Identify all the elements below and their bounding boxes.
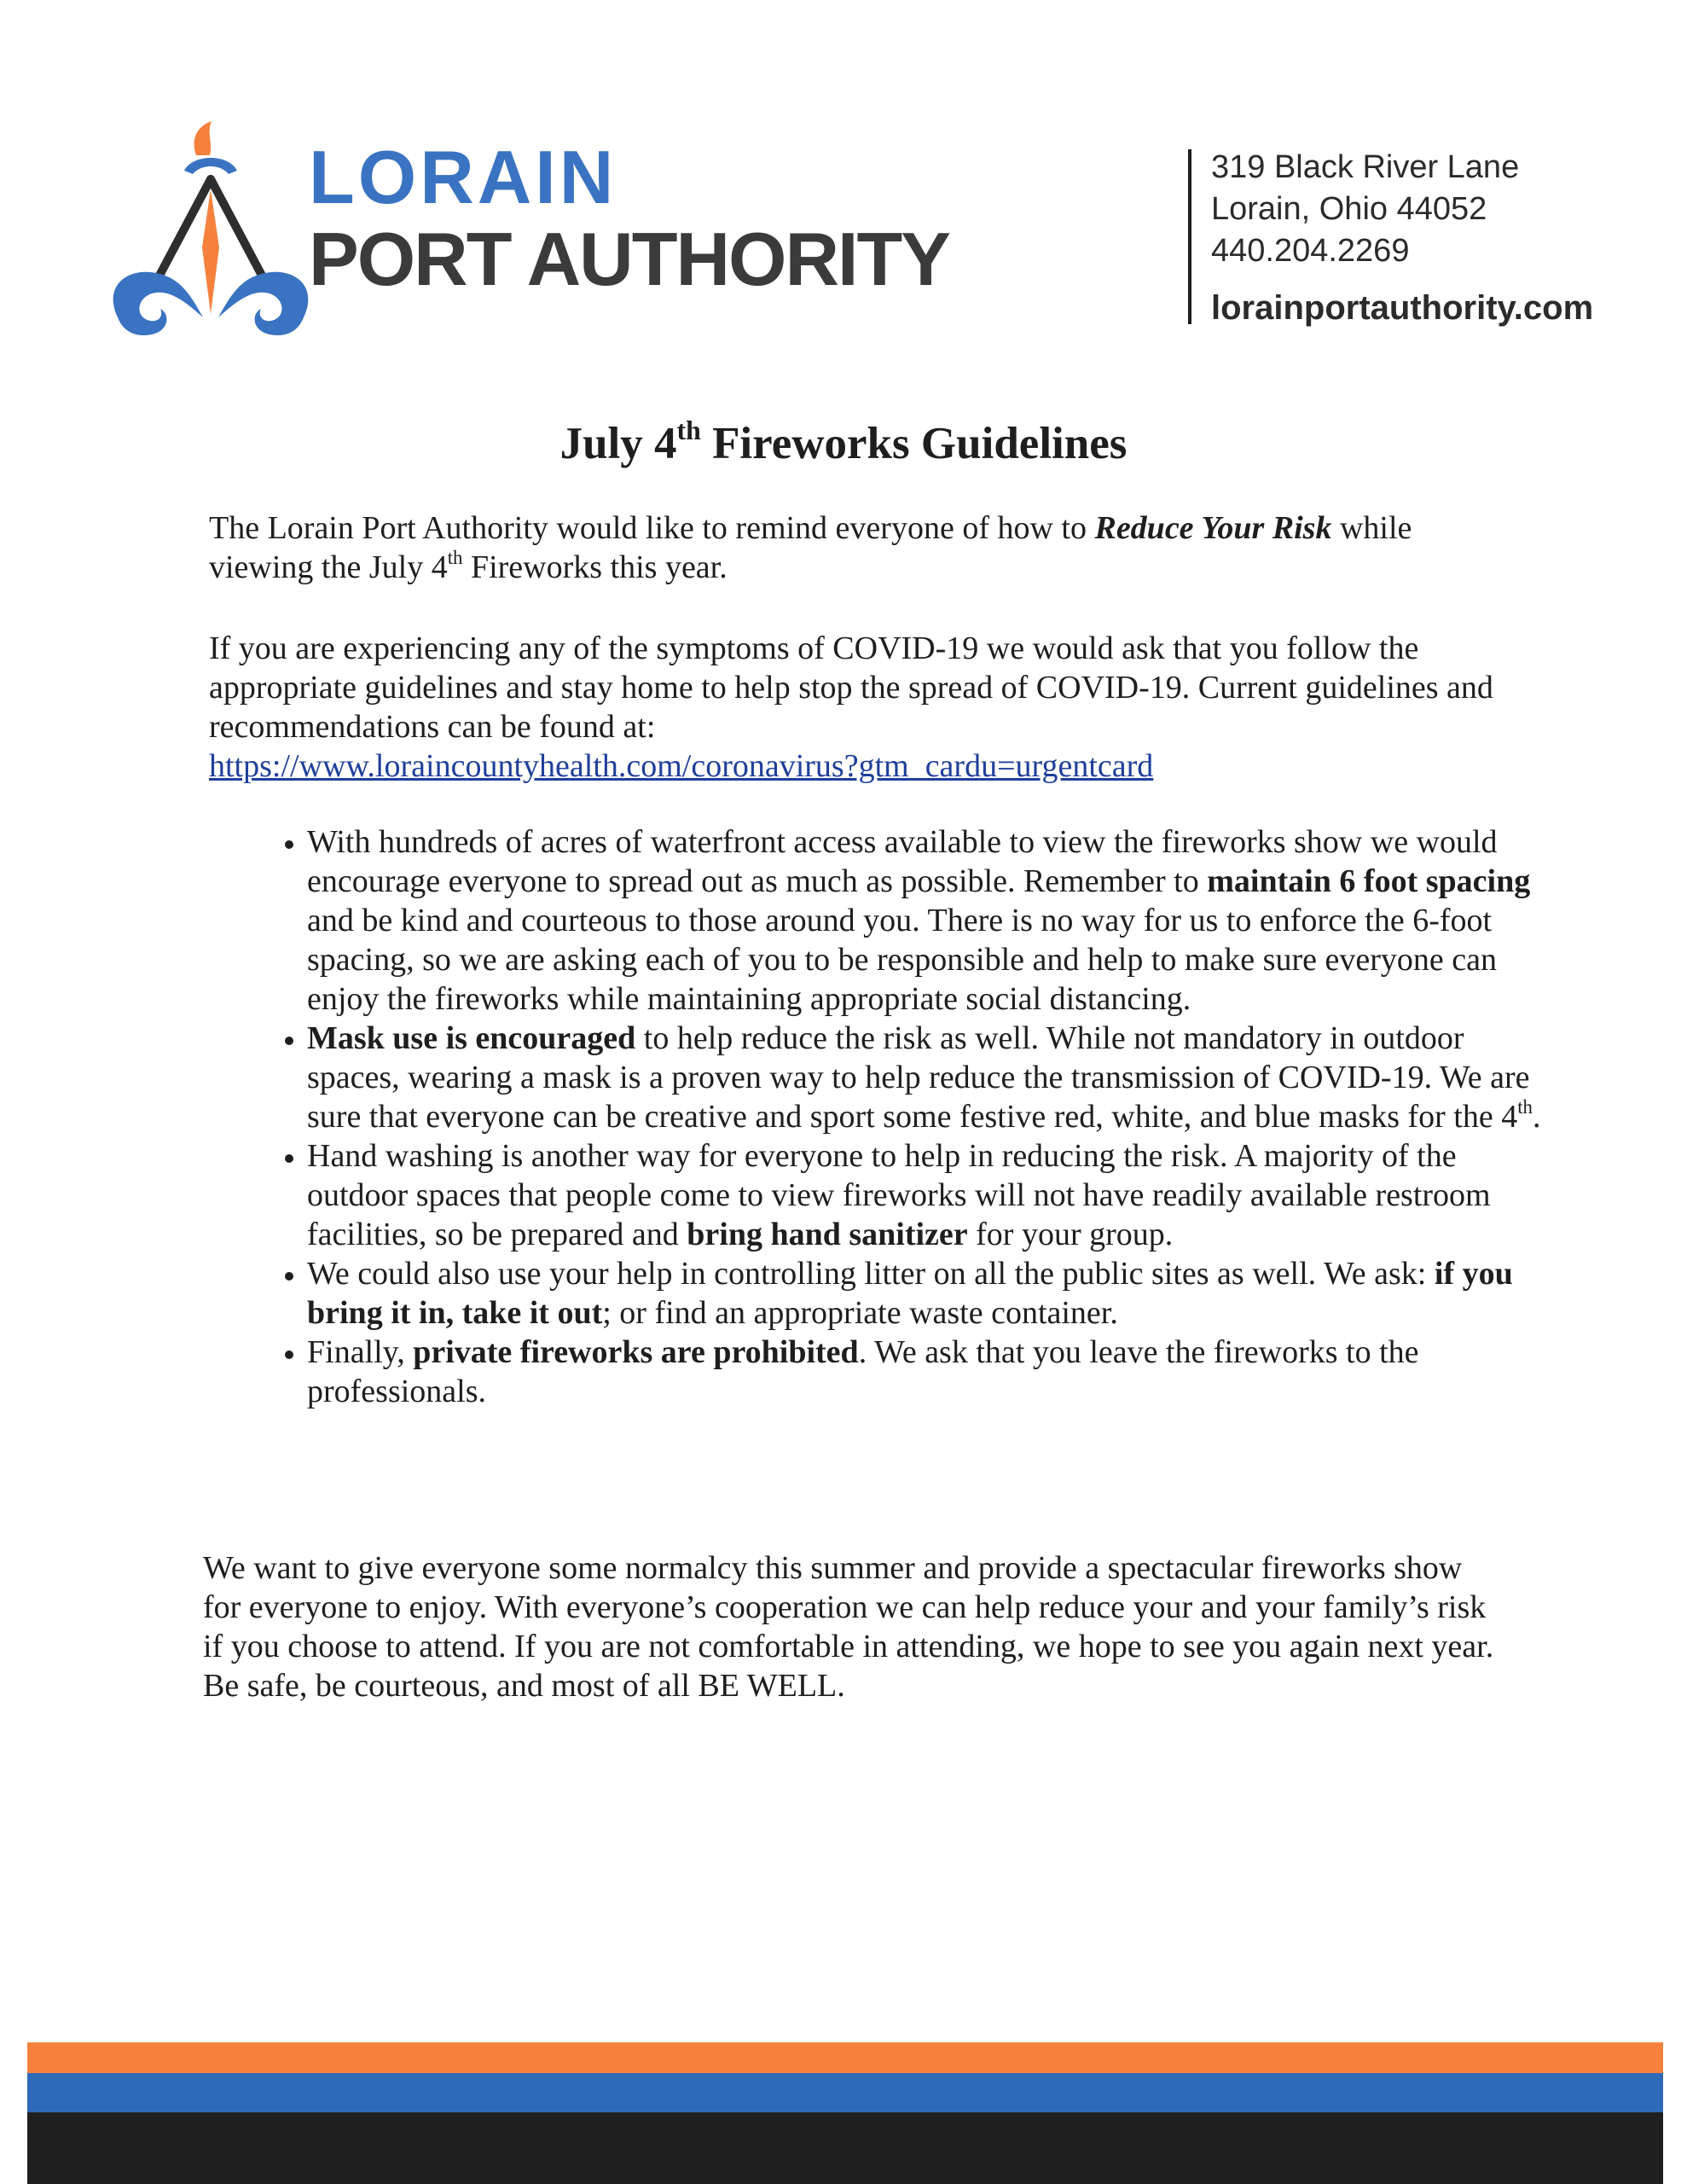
list-text: and be kind and courteous to those around you. There is no way for us to enforce the 6-foot spacing, so we are asking each of you to be responsible and help to make sure everyone can enjoy the fireworks while maintaining appropriate social distancing. xyxy=(307,903,1497,1017)
title-superscript: th xyxy=(676,415,701,446)
closing-paragraph: We want to give everyone some normalcy this summer and provide a spectacular fireworks show for everyone to enjoy. With everyone’s cooperation we can help reduce your and your family’s risk if you choose to attend. If you are not comfortable in attending, we hope to see you again next year. Be safe, be courteous, and most of all BE WELL. xyxy=(203,1550,1494,1704)
list-text: We could also use your help in controlling litter on all the public sites as well. We ask: xyxy=(307,1256,1435,1292)
list-text: ; or find an appropriate waste container. xyxy=(602,1295,1118,1331)
list-text: for your group. xyxy=(967,1217,1174,1252)
list-item xyxy=(307,1333,1561,1411)
title-text-pre: July 4 xyxy=(559,419,677,468)
list-item xyxy=(307,822,1561,1019)
list-item xyxy=(307,1136,1561,1254)
list-text: With hundreds of acres of waterfront access available to view the fireworks show we would encourage everyone to spread out as much as possible. Remember to xyxy=(307,824,1498,899)
list-emphasis: Mask use is encouraged xyxy=(307,1020,636,1056)
list-text: . xyxy=(1532,1099,1541,1135)
address-street: 319 Black River Lane xyxy=(1211,149,1520,185)
website-link[interactable]: lorainportauthority.com xyxy=(1211,289,1594,327)
contact-block xyxy=(1211,147,1593,329)
intro-superscript: th xyxy=(447,547,463,569)
list-emphasis: bring hand sanitizer xyxy=(687,1217,968,1252)
intro-paragraph xyxy=(209,508,1505,587)
brand-name-line1: LORAIN xyxy=(309,135,617,219)
list-emphasis: private fireworks are prohibited xyxy=(413,1334,859,1370)
list-superscript: th xyxy=(1517,1096,1533,1118)
guidelines-list xyxy=(256,822,1561,1411)
brand-wordmark xyxy=(309,136,949,300)
covid-text: If you are experiencing any of the symptoms of COVID-19 we would ask that you follow the appropriate guidelines and stay home to help stop the spread of COVID-19. Current guidelines and recommendations can be found at: xyxy=(209,630,1493,745)
reduce-risk-emphasis: Reduce Your Risk xyxy=(1094,510,1332,546)
intro-text: Fireworks this year. xyxy=(462,549,728,585)
title-text-post: Fireworks Guidelines xyxy=(700,419,1128,468)
page-title xyxy=(0,415,1687,469)
list-item xyxy=(307,1019,1561,1136)
brand-name-line2: PORT AUTHORITY xyxy=(309,217,949,301)
footer-stripe-black xyxy=(27,2112,1663,2184)
contact-divider xyxy=(1188,149,1191,324)
list-emphasis: if you bring it in, take it out xyxy=(307,1256,1513,1331)
list-text: . We ask that you leave the fireworks to the professionals. xyxy=(307,1334,1419,1409)
list-text: to help reduce the risk as well. While not mandatory in outdoor spaces, wearing a mask is a proven way to help reduce the transmission of COVID-19. We are sure that everyone can be creative and sport some festive red, white, and blue masks for the 4 xyxy=(307,1020,1530,1135)
address-city: Lorain, Ohio 44052 xyxy=(1211,191,1487,227)
health-guidelines-link[interactable]: https://www.loraincountyhealth.com/coronavirus?gtm_cardu=urgentcard xyxy=(209,748,1154,784)
list-emphasis: maintain 6 foot spacing xyxy=(1207,863,1531,899)
phone-number: 440.204.2269 xyxy=(1211,233,1410,269)
intro-text: while viewing the July 4 xyxy=(209,510,1412,585)
list-text: Finally, xyxy=(307,1334,414,1370)
footer-stripe-orange xyxy=(27,2042,1663,2073)
covid-paragraph xyxy=(209,629,1505,786)
intro-text: The Lorain Port Authority would like to remind everyone of how to xyxy=(209,510,1095,546)
list-text: Hand washing is another way for everyone to help in reducing the risk. A majority of the outdoor spaces that people come to view fireworks will not have readily available restroom facilities, so be prepared and xyxy=(307,1138,1491,1252)
list-item xyxy=(307,1254,1561,1333)
footer-stripe-blue xyxy=(27,2073,1663,2112)
